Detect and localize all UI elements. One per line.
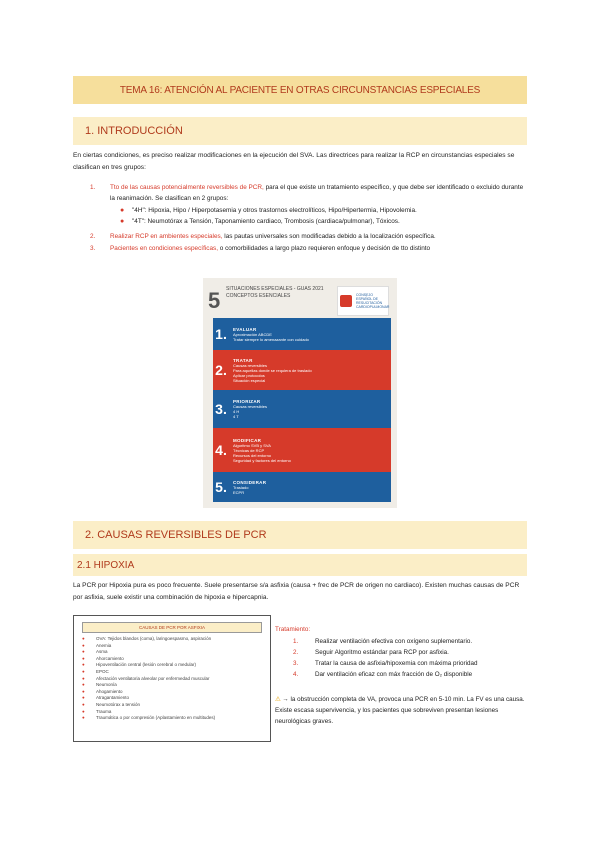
list-item: ● OVA: Tejidos blandos (coma), laringoespasmo, aspiración [82,636,212,641]
list-item: ● Atragantamiento [82,695,130,701]
warning-note: ⚠ → la obstrucción completa de VA, provoca una PCR en 5-10 min. La FV es una causa. Existe escasa supervivencia, y los pacientes que sobreviven presentan lesiones neurológicas graves. [275,696,525,725]
bullet-icon: ● [82,636,85,641]
causas-asfixia-box [73,615,271,742]
hipoxia-paragraph: La PCR por Hipoxia pura es poco frecuente. Suele presentarse s/a asfixia (causa + frec de PCR de origen no cardiaco). Existen muchas causas de PCR por asfixia, suele existir una combinación de hipoxia e hipercapnia. [73,582,520,601]
document-title: TEMA 16: ATENCIÓN AL PACIENTE EN OTRAS CIRCUNSTANCIAS ESPECIALES [73,76,527,104]
bullet-icon: ● [82,708,85,714]
section-heading-causas-reversibles: 2. CAUSAS REVERSIBLES DE PCR [73,521,527,549]
bullet-icon: ● [82,662,85,668]
bullet-icon: ● [82,668,85,674]
causas-asfixia-header: CAUSAS DE PCR POR ASFIXIA [82,622,262,633]
list-item: ● "4H": Hipoxia, Hipo / Hiperpotasemia y otros trastornos electrolíticos, Hipo/Hipertermia, Hipovolemia. [120,207,417,214]
section-heading-introduccion: 1. INTRODUCCIÓN [73,117,527,145]
causas-asfixia-list [74,636,270,722]
warning-icon: ⚠ [275,696,281,703]
infographic-step: 2. TRATAR Causas reversibles Para aquellas donde se requiera de traslado Aplicar protocolos Situación especial [213,350,391,390]
tratamiento-heading: Tratamiento: [275,626,311,633]
list-item: 2. Seguir Algoritmo estándar para RCP por asfixia. [293,649,449,656]
intro-list [90,182,527,254]
bullet-icon: ● [82,655,85,661]
tratamiento-section [275,624,527,680]
list-item: ● "4T": Neumotórax a Tensión, Taponamiento cardiaco, Trombosis (cardiaca/pulmonar), Tóxicos. [120,218,400,225]
bullet-icon: ● [82,688,85,694]
list-item: ● Asma [82,649,108,655]
list-item: ● Neumonía [82,682,117,688]
list-item: 2. Realizar RCP en ambientes especiales, las pautas universales son modificadas debido a la localización específica. [90,233,436,240]
bullet-icon: ● [82,701,85,707]
infographic-step: 4. MODIFICAR Algoritmo SVB y SVA Técnicas de RCP Recursos del entorno Seguridad y factores del entorno [213,428,391,472]
list-item: ● Afectación ventilatoria alveolar por enfermedad muscular [82,675,210,681]
list-item: 3. Tratar la causa de asfixia/hipoxemia con máxima prioridad [293,660,478,667]
list-item: 3. Pacientes en condiciones específicas, o comorbilidades a largo plazo requieren enfoque y decisión de tto distinto [90,245,431,252]
bullet-icon: ● [82,642,85,648]
list-item: 4. Dar ventilación eficaz con máx fracción de O₂ disponible [293,671,473,678]
list-item: ● Ahorcamiento [82,655,124,661]
list-item: ● Ahogamiento [82,688,123,694]
intro-paragraph: En ciertas condiciones, es preciso realizar modificaciones en la ejecución del SVA. Las directrices para realizar la RCP en circunstancias especiales se clasifican en tres grupos: [73,152,515,171]
infographic-step: 5. CONSIDERAR Traslado ECPR [213,472,391,502]
list-item: 1. Tto de las causas potencialmente reversibles de PCR, para el que existe un tratamiento específico, y que debe ser identificado o excluido durante la reanimación. Se clasifican en 2 grupos: [90,184,524,202]
infographic-header: 5 SITUACIONES ESPECIALES - GUAS 2021 CONCEPTOS ESENCIALES [208,286,324,313]
subsection-heading-hipoxia: 2.1 HIPOXIA [73,554,527,576]
bullet-icon: ● [82,695,85,701]
bullet-icon: ● [120,218,125,225]
list-item: ● Hipoventilación central (lesión cerebral o medular) [82,662,197,668]
list-item: 1. Realizar ventilación efectiva con oxígeno suplementario. [293,638,473,645]
list-item: ● Anemia [82,642,112,648]
list-item: ● Traumática o por compresión (Aplastamiento en multitudes) [82,715,216,721]
bullet-icon: ● [120,207,125,214]
list-item: ● Trauma [82,708,112,714]
bullet-icon: ● [82,649,85,655]
bullet-icon: ● [82,682,85,688]
infographic-step: 3. PRIORIZAR Causas reversibles 4 H 4 T [213,390,391,428]
bullet-icon: ● [82,715,85,721]
infographic-step: 1. EVALUAR Aproximación ABCDE Tratar siempre lo amenazante con cuidado [213,318,391,350]
bullet-icon: ● [82,675,85,681]
list-item: ● EPOC [82,668,109,674]
cerp-logo: CONSEJO ESPAÑOL DE RESUCITACIÓN CARDIOPULMONAR [337,286,389,316]
heart-logo-icon [340,295,352,307]
list-item: ● Neumotórax a tensión [82,701,141,707]
infographic-situaciones-especiales [203,278,397,508]
